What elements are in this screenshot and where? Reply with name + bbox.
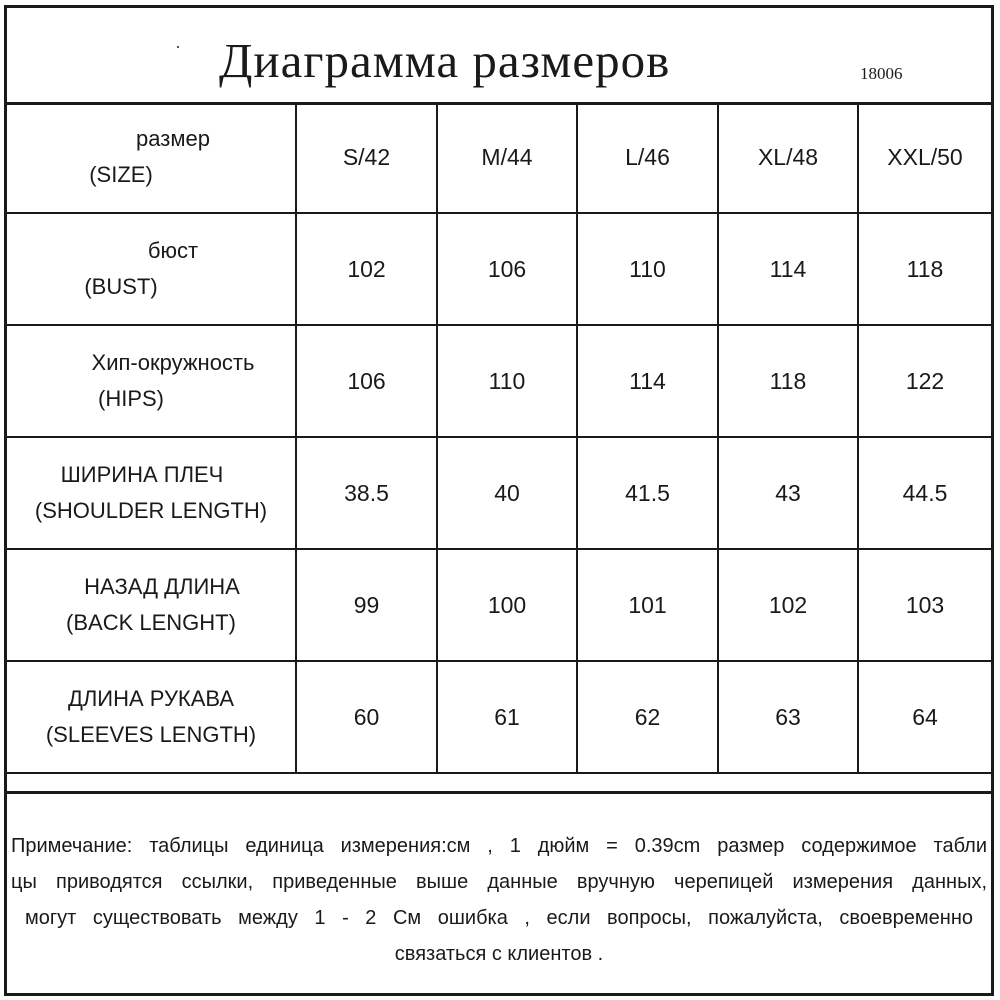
row-label-ru: Хип-окружность bbox=[91, 350, 255, 375]
table-cell: 99 bbox=[296, 549, 437, 661]
table-cell: 118 bbox=[718, 325, 858, 437]
size-header-cell: S/42 bbox=[296, 102, 437, 213]
table-row bbox=[7, 437, 991, 549]
note-block bbox=[7, 791, 991, 993]
row-label-en: (BACK LENGHT) bbox=[66, 610, 236, 635]
table-row bbox=[7, 325, 991, 437]
stray-dot bbox=[177, 46, 179, 48]
header-label-en: (SIZE) bbox=[89, 162, 153, 187]
note-line: Примечание: таблицы единица измерения:см , 1 дюйм = 0.39cm размер содержимое табли bbox=[11, 835, 987, 857]
table-cell: 122 bbox=[858, 325, 991, 437]
row-label-ru: ДЛИНА РУКАВА bbox=[67, 686, 235, 711]
table-cell: 102 bbox=[296, 213, 437, 325]
row-label-cell bbox=[7, 325, 296, 437]
row-label-en: (HIPS) bbox=[98, 386, 164, 411]
size-header-cell: M/44 bbox=[437, 102, 577, 213]
table-cell: 44.5 bbox=[858, 437, 991, 549]
row-label-ru: бюст bbox=[147, 238, 199, 263]
size-header-cell: XXL/50 bbox=[858, 102, 991, 213]
table-row bbox=[7, 213, 991, 325]
table-cell: 43 bbox=[718, 437, 858, 549]
table-cell: 60 bbox=[296, 661, 437, 773]
row-label-cell bbox=[7, 437, 296, 549]
note-line: цы приводятся ссылки, приведенные выше данные вручную черепицей измерения данных, bbox=[11, 871, 987, 893]
table-cell: 106 bbox=[296, 325, 437, 437]
note-line: могут существовать между 1 - 2 См ошибка , если вопросы, пожалуйста, своевременно bbox=[25, 907, 973, 929]
row-label-en: (BUST) bbox=[84, 274, 158, 299]
note-line: связаться с клиентов . bbox=[394, 943, 604, 965]
table-cell: 114 bbox=[577, 325, 718, 437]
table-cell: 40 bbox=[437, 437, 577, 549]
table-cell: 100 bbox=[437, 549, 577, 661]
header-label-ru: размер bbox=[136, 126, 210, 151]
title-row bbox=[7, 8, 991, 105]
size-header-cell: XL/48 bbox=[718, 102, 858, 213]
table-cell: 41.5 bbox=[577, 437, 718, 549]
table-cell: 106 bbox=[437, 213, 577, 325]
table-header-row bbox=[7, 102, 991, 213]
size-chart-sheet bbox=[4, 5, 994, 996]
table-cell: 103 bbox=[858, 549, 991, 661]
row-label-en: (SHOULDER LENGTH) bbox=[34, 498, 268, 523]
table-cell: 118 bbox=[858, 213, 991, 325]
row-label-ru: ШИРИНА ПЛЕЧ bbox=[60, 462, 224, 487]
table-cell: 61 bbox=[437, 661, 577, 773]
row-label-cell bbox=[7, 661, 296, 773]
row-label-ru: НАЗАД ДЛИНА bbox=[84, 574, 240, 599]
table-cell: 110 bbox=[577, 213, 718, 325]
size-header-cell: L/46 bbox=[577, 102, 718, 213]
header-label-cell bbox=[7, 102, 296, 213]
table-cell: 102 bbox=[718, 549, 858, 661]
table-cell: 110 bbox=[437, 325, 577, 437]
table-cell: 62 bbox=[577, 661, 718, 773]
row-label-cell bbox=[7, 213, 296, 325]
table-cell: 101 bbox=[577, 549, 718, 661]
row-label-cell bbox=[7, 549, 296, 661]
table-row bbox=[7, 549, 991, 661]
table-cell: 64 bbox=[858, 661, 991, 773]
product-code: 18006 bbox=[860, 64, 903, 83]
page-title: Диаграмма размеров bbox=[219, 33, 671, 88]
row-label-en: (SLEEVES LENGTH) bbox=[45, 722, 257, 747]
table-cell: 114 bbox=[718, 213, 858, 325]
table-row bbox=[7, 661, 991, 773]
size-table bbox=[7, 102, 991, 774]
table-cell: 38.5 bbox=[296, 437, 437, 549]
table-cell: 63 bbox=[718, 661, 858, 773]
